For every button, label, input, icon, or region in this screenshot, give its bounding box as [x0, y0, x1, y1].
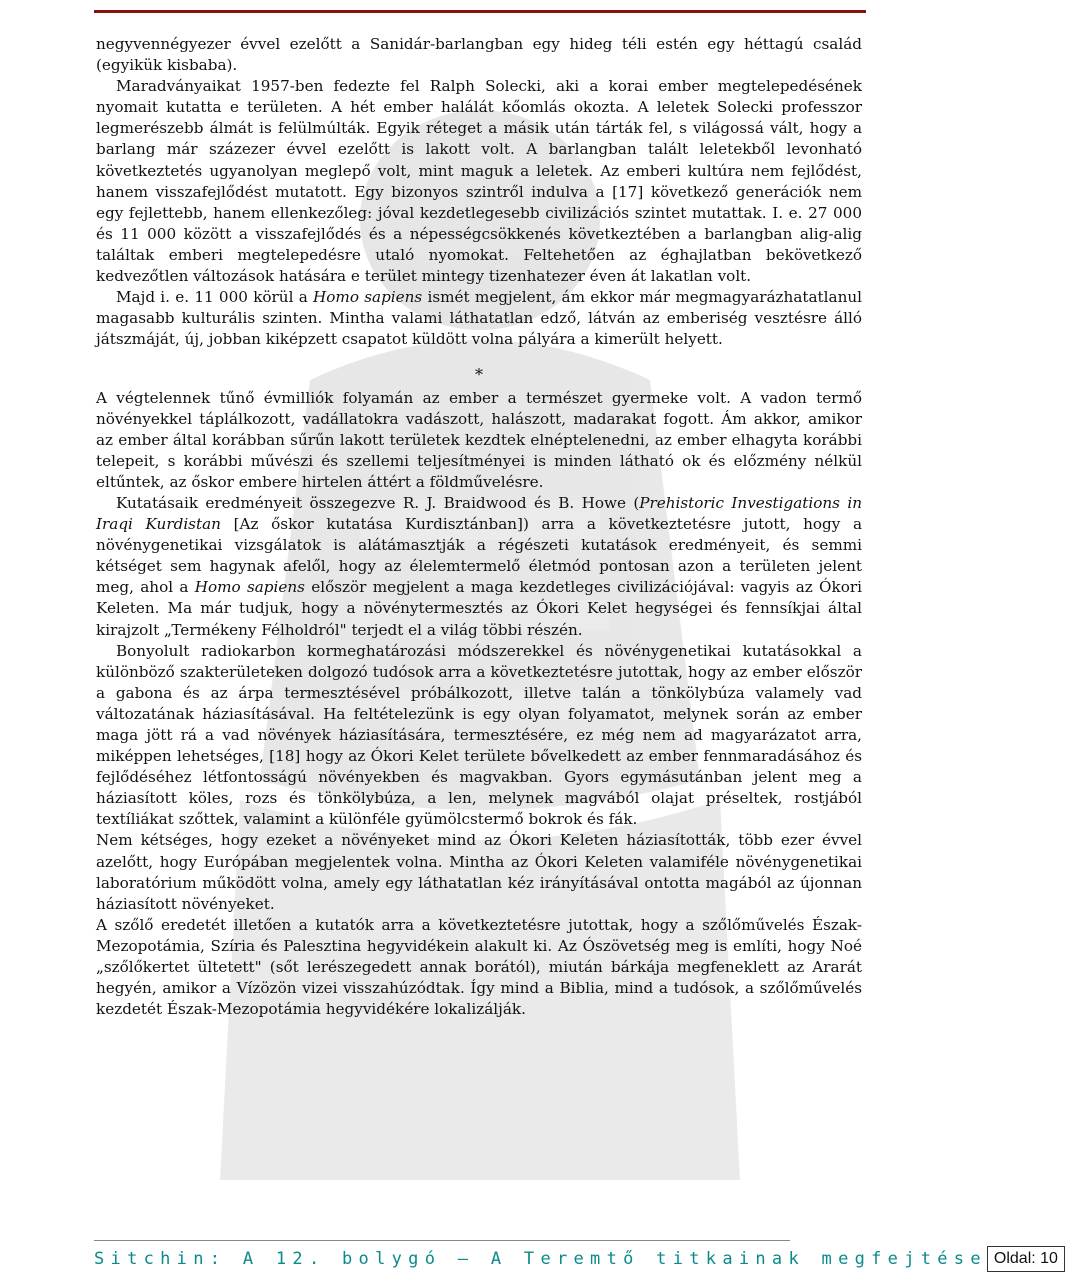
paragraph-homo-sapiens — [96, 287, 862, 350]
text-run: Majd i. e. 11 000 körül a — [116, 288, 314, 307]
italic-term: Homo sapiens — [313, 288, 423, 307]
page-footer — [94, 1244, 1058, 1274]
paragraph-5: Nem kétséges, hogy ezeket a növényeket mind az Ókori Keleten háziasították, több ezer évvel azelőtt, hogy Európában megjelentek volna. Mintha az Ókori Keleten valamiféle növénygenetikai laboratórium működött volna, amely egy láthatatlan kéz irányításával ontotta magából az újonnan háziasított növényeket. — [96, 831, 862, 913]
document-body — [96, 34, 862, 1020]
text-run: először megjelent a maga kezdetleges civilizációjával: vagyis az Ókori Keleten. Ma már tudjuk, hogy a növénytermesztés az Ókori Kelet hegységei és fennsíkjai által kirajzolt „Termékeny Félholdról" terjedt el a világ többi részén. — [96, 578, 862, 639]
paragraph-4: Bonyolult radiokarbon kormeghatározási módszerekkel és növénygenetikai kutatásokkal a különböző szakterületeken dolgozó tudósok arra a következtetésre jutottak, hogy az ember először a gabona és az árpa termesztésével próbálkozott, illetve talán a tönkölybúza valamely vad változatának háziasításával. Ha feltételezünk is egy olyan folyamatot, melynek során az ember maga jött rá a vad növények háziasítására, termesztésére, ez még nem ad magyarázatot arra, miképpen lehetséges, [18] hogy az Ókori Kelet területe bővelkedett az ember fennmaradásához és fejlődéséhez létfontosságú növényekben és magvakban. Gyors egymásutánban jelent meg a háziasított köles, rozs és tönkölybúza, a len, melynek magvából olajat préseltek, rostjából textíliákat szőttek, valamint a különféle gyümölcstermő bokrok és fák. — [96, 641, 862, 829]
italic-book-title: Prehistoric Investigations in Iraqi Kurdistan — [96, 493, 862, 534]
footer-rule — [94, 1240, 790, 1241]
footer-book-title: Sitchin: A 12. bolygó – A Teremtő titkainak megfejtése — [94, 1249, 987, 1269]
paragraph-research — [96, 493, 862, 641]
section-separator: * — [475, 365, 483, 385]
paragraph-6: A szőlő eredetét illetően a kutatók arra a következtetésre jutottak, hogy a szőlőművelés Észak-Mezopotámia, Szíria és Palesztina hegyvidékein alakult ki. Az Ószövetség meg is említi, hogy Noé „szőlőkertet ültetett" (sőt lerészegedett annak borától), miután bárkája megfeneklett az Ararát hegyén, amikor a Vízözön vizei visszahúzódtak. Így mind a Biblia, mind a tudósok, a szőlőművelés kezdetét Észak-Mezopotámia hegyvidékére lokalizálják. — [96, 915, 862, 1019]
paragraph-3: A végtelennek tűnő évmilliók folyamán az ember a természet gyermeke volt. A vadon termő növényekkel táplálkozott, vadállatokra vadászott, halászott, madarakat fogott. Ám akkor, amikor az ember által korábban sűrűn lakott területek kezdtek elnéptelenedni, az ember elhagyta korábbi telepeit, s korábbi művészi és szellemi teljesítményei is minden látható ok és előzmény nélkül eltűntek, az őskor embere hirtelen áttért a földművelésre. — [96, 388, 862, 491]
text-run: Kutatásaik eredményeit összegezve R. J. Braidwood és B. Howe ( — [116, 493, 640, 512]
page-number: Oldal: 10 — [987, 1246, 1065, 1272]
paragraph-1: negyvennégyezer évvel ezelőtt a Sanidár-barlangban egy hideg téli estén egy héttagú család (egyikük kisbaba). — [96, 35, 862, 75]
text-run: ismét megjelent, ám ekkor már megmagyarázhatatlanul magasabb kulturális szinten. Mintha valami láthatatlan edző, látván az emberiség vesztésre álló játszmáját, új, jobban kiképzett csapatot küldött volna pályára a kimerült helyett. — [96, 288, 862, 349]
paragraph-2: Maradványaikat 1957-ben fedezte fel Ralph Solecki, aki a korai ember megtelepedésének nyomait kutatta e területen. A hét ember halálát kőomlás okozta. A leletek Solecki professzor legmerészebb álmát is felülmúlták. Egyik réteget a másik után tárták fel, s világossá vált, hogy a barlang már százezer évvel ezelőtt is lakott volt. A barlangban talált leletekből levonható következtetés ugyanolyan meglepő volt, mint maguk a leletek. Az emberi kultúra nem fejlődést, hanem visszafejlődést mutatott. Egy bizonyos szintről indulva a [17] következő generációk nem egy fejlettebb, hanem ellenkezőleg: jóval kezdetlegesebb civilizációs szintet mutattak. I. e. 27 000 és 11 000 között a visszafejlődés és a népességcsökkenés következtében a barlangban alig-alig találtak emberi megtelepedésre utaló nyomokat. Feltehetően az éghajlatban bekövetkező kedvezőtlen változások hatására e terület mintegy tizenhatezer éven át lakatlan volt. — [96, 77, 862, 286]
top-border-rule — [94, 10, 866, 13]
text-run: [Az őskor kutatása Kurdisztánban]) arra a következtetésre jutott, hogy a növénygenetikai vizsgálatok is alátámasztják a régészeti kutatások eredményeit, és semmi kétséget sem hagynak afelől, hogy az élelemtermelő életmód pontosan azon a területen jelent meg, ahol a — [96, 515, 863, 597]
italic-term: Homo sapiens — [194, 578, 305, 597]
